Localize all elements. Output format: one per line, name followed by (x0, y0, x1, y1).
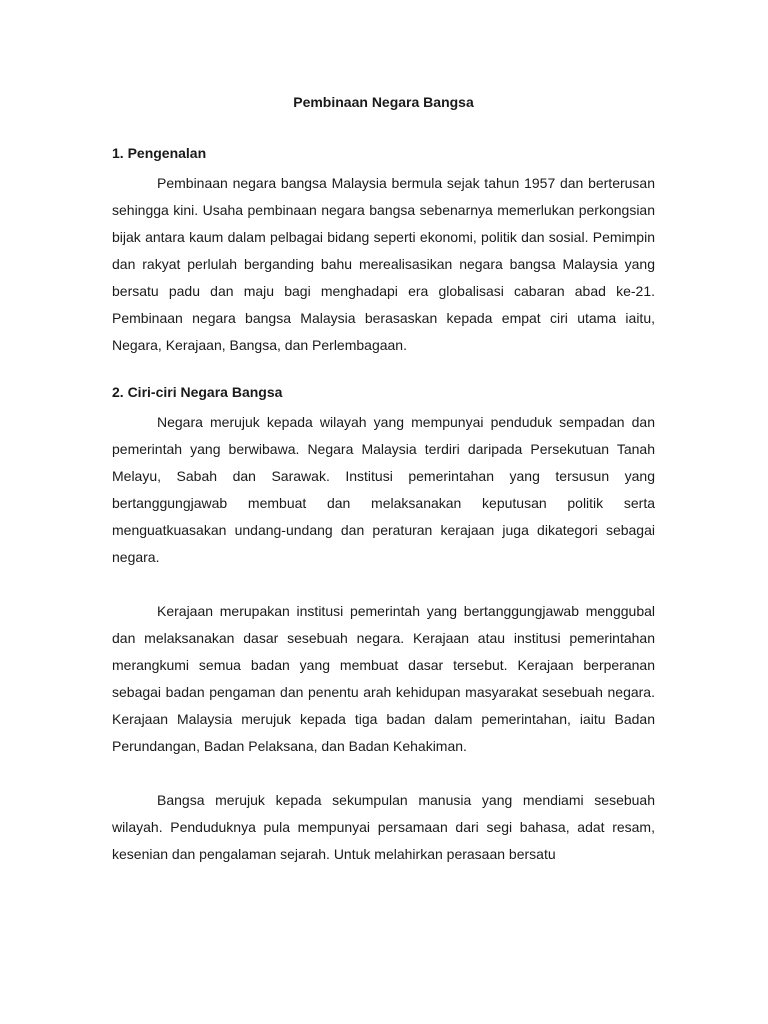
section-heading-pengenalan: 1. Pengenalan (112, 145, 207, 161)
section-heading-ciri-ciri: 2. Ciri-ciri Negara Bangsa (112, 384, 283, 400)
document-page (112, 92, 655, 868)
paragraph-negara: Negara merujuk kepada wilayah yang mempunyai penduduk sempadan dan pemerintah yang berwibawa. Negara Malaysia terdiri daripada Persekutuan Tanah Melayu, Sabah dan Sarawak. Institusi pemerintahan yang tersusun yang bertanggungjawab membuat dan melaksanakan keputusan politik serta menguatkuasakan undang-undang dan peraturan kerajaan juga dikategori sebagai negara. (112, 414, 655, 565)
paragraph-pengenalan: Pembinaan negara bangsa Malaysia bermula sejak tahun 1957 dan berterusan sehingga kini. Usaha pembinaan negara bangsa sebenarnya memerlukan perkongsian bijak antara kaum dalam pelbagai bidang seperti ekonomi, politik dan sosial. Pemimpin dan rakyat perlulah berganding bahu merealisasikan negara bangsa Malaysia yang bersatu padu dan maju bagi menghadapi era globalisasi cabaran abad ke-21. Pembinaan negara bangsa Malaysia berasaskan kepada empat ciri utama iaitu, Negara, Kerajaan, Bangsa, dan Perlembagaan. (112, 175, 655, 353)
paragraph-bangsa: Bangsa merujuk kepada sekumpulan manusia yang mendiami sesebuah wilayah. Penduduknya pula mempunyai persamaan dari segi bahasa, adat resam, kesenian dan pengalaman sejarah. Untuk melahirkan perasaan bersatu (112, 792, 655, 862)
document-title: Pembinaan Negara Bangsa (293, 94, 474, 110)
paragraph-kerajaan: Kerajaan merupakan institusi pemerintah yang bertanggungjawab menggubal dan melaksanakan dasar sesebuah negara. Kerajaan atau institusi pemerintahan merangkumi semua badan yang membuat dasar tersebut. Kerajaan berperanan sebagai badan pengaman dan penentu arah kehidupan masyarakat sesebuah negara. Kerajaan Malaysia merujuk kepada tiga badan dalam pemerintahan, iaitu Badan Perundangan, Badan Pelaksana, dan Badan Kehakiman. (112, 603, 655, 754)
